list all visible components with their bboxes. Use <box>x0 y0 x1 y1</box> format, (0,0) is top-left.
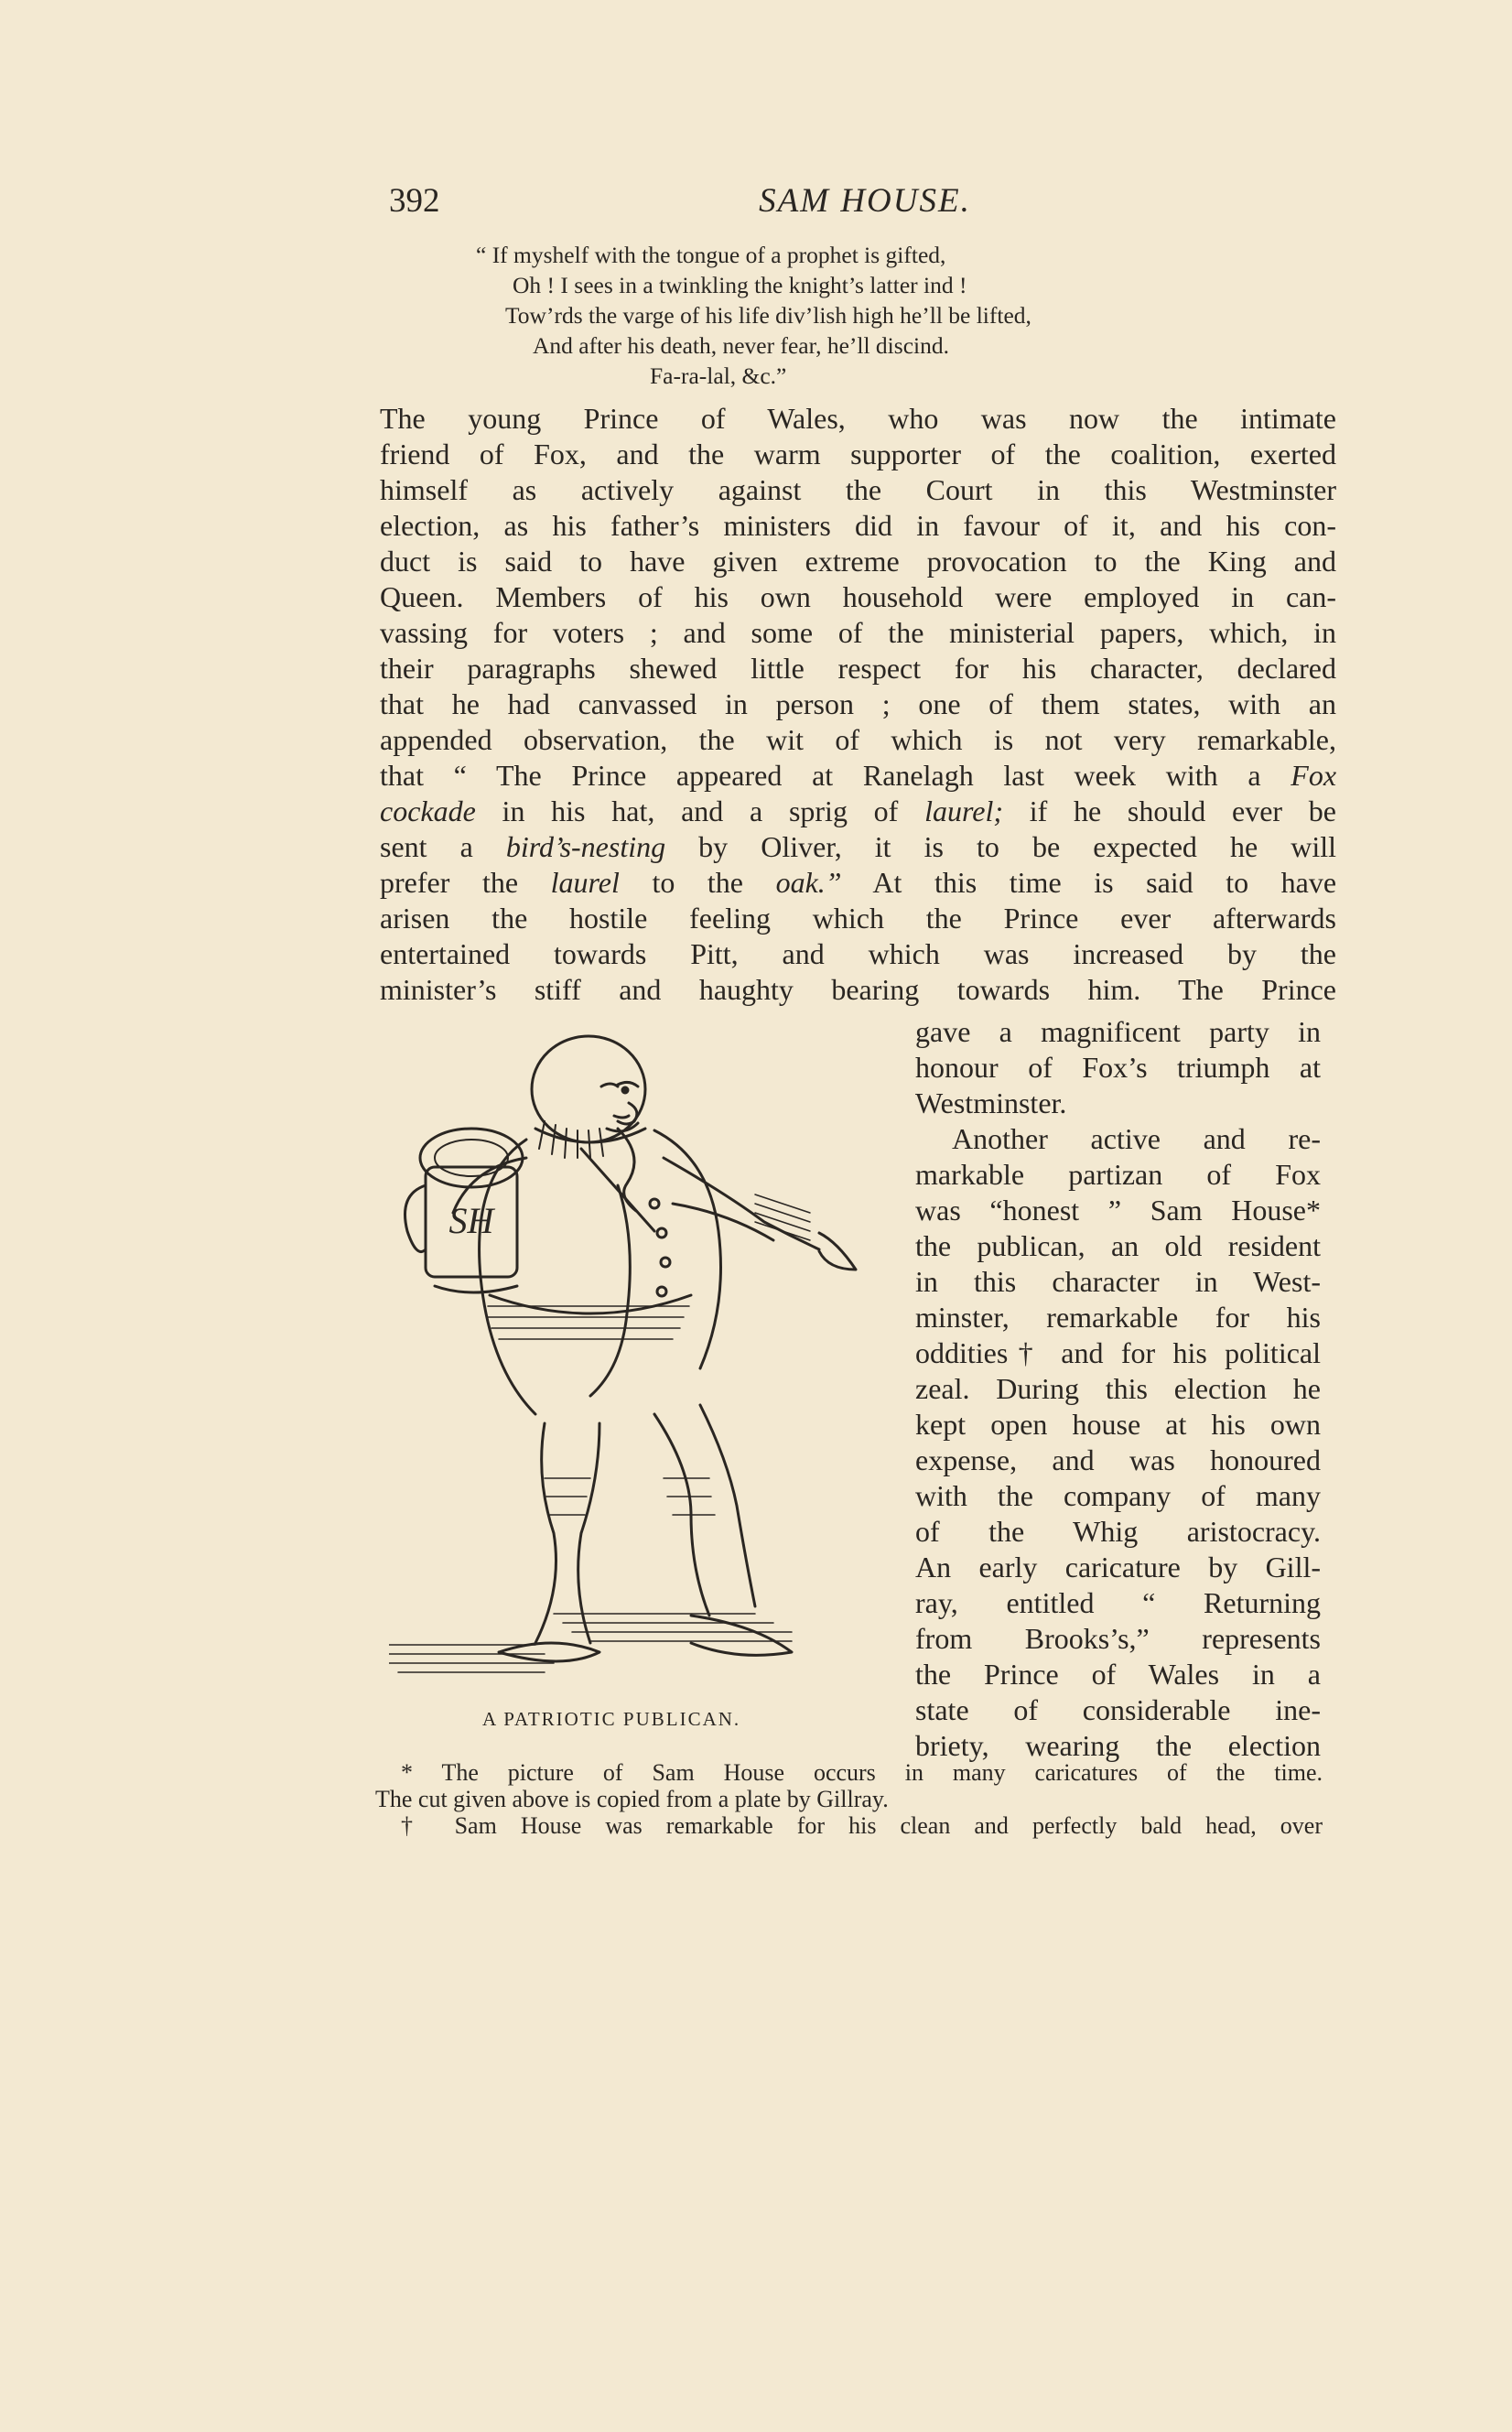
footnotes <box>375 1759 1323 1839</box>
side-line: with the company of many <box>915 1479 1321 1512</box>
body-line-text: if he should ever be <box>1029 794 1337 827</box>
running-header <box>389 181 1341 227</box>
side-line: of the Whig aristocracy. <box>915 1515 1321 1548</box>
side-line: minster, remarkable for his <box>915 1301 1321 1334</box>
side-line: honour of Fox’s triumph at <box>915 1051 1321 1084</box>
body-line-text: to the <box>652 866 744 899</box>
verse-stanza <box>476 240 1300 391</box>
body-paragraph <box>380 401 1336 1008</box>
side-line: the Prince of Wales in a <box>915 1658 1321 1691</box>
body-line <box>380 758 1336 794</box>
body-line: appended observation, the wit of which is not very remarkable, <box>380 723 1336 756</box>
body-line: himself as actively against the Court in this Westminster <box>380 473 1336 506</box>
body-line: arisen the hostile feeling which the Prince ever afterwards <box>380 902 1336 935</box>
verse-line: Fa-ra-lal, &c.” <box>650 362 787 389</box>
body-line <box>380 794 1336 829</box>
body-line-text: in his hat, and a sprig of <box>502 794 899 827</box>
side-line: in this character in West- <box>915 1265 1321 1298</box>
italic-word: laurel; <box>924 794 1003 827</box>
body-line: entertained towards Pitt, and which was increased by the <box>380 937 1336 970</box>
body-line <box>380 829 1336 865</box>
side-line: zeal. During this election he <box>915 1372 1321 1405</box>
body-line: duct is said to have given extreme provocation to the King and <box>380 545 1336 578</box>
italic-word: oak.” <box>775 866 842 899</box>
side-line: An early caricature by Gill- <box>915 1551 1321 1584</box>
body-line <box>380 865 1336 901</box>
side-line: ray, entitled “ Returning <box>915 1586 1321 1619</box>
side-line: expense, and was honoured <box>915 1443 1321 1476</box>
body-line: The young Prince of Wales, who was now the intimate <box>380 402 1336 435</box>
publican-engraving <box>389 1021 883 1698</box>
body-line: their paragraphs shewed little respect for his character, declared <box>380 652 1336 685</box>
mug-monogram: SH <box>448 1200 494 1241</box>
body-line-text: prefer the <box>380 866 519 899</box>
italic-word: laurel <box>550 866 620 899</box>
page-number: 392 <box>389 182 440 220</box>
side-line: state of considerable ine- <box>915 1693 1321 1726</box>
figure-caption: A PATRIOTIC PUBLICAN. <box>482 1708 741 1730</box>
body-line: friend of Fox, and the warm supporter of the coalition, exerted <box>380 438 1336 470</box>
verse-line: “ If myshelf with the tongue of a prophet is gifted, <box>476 242 946 268</box>
italic-word: bird’s-nesting <box>505 830 666 863</box>
side-line: gave a magnificent party in <box>915 1015 1321 1048</box>
verse-line: Tow’rds the varge of his life div’lish high he’ll be lifted, <box>505 302 1031 329</box>
side-line: briety, wearing the election <box>915 1729 1321 1762</box>
body-line: minister’s stiff and haughty bearing towards him. The Prince <box>380 973 1336 1006</box>
side-line: markable partizan of Fox <box>915 1158 1321 1191</box>
body-line: vassing for voters ; and some of the ministerial papers, which, in <box>380 616 1336 649</box>
italic-word: cockade <box>380 794 476 827</box>
body-line-text: At this time is said to have <box>872 866 1337 899</box>
body-line-text: by Oliver, it is to be expected he will <box>698 830 1337 863</box>
body-line: Queen. Members of his own household were employed in can- <box>380 580 1336 613</box>
side-line: was “honest ” Sam House* <box>915 1194 1321 1227</box>
side-line: the publican, an old resident <box>915 1229 1321 1262</box>
footnote-line: The cut given above is copied from a plate by Gillray. <box>375 1786 889 1812</box>
italic-word: Fox <box>1291 759 1337 792</box>
footnote-line: † Sam House was remarkable for his clean and perfectly bald head, over <box>401 1812 1323 1839</box>
verse-line: And after his death, never fear, he’ll discind. <box>533 332 949 359</box>
footnote-line: * The picture of Sam House occurs in many caricatures of the time. <box>401 1759 1323 1786</box>
side-line: kept open house at his own <box>915 1408 1321 1441</box>
body-line-text: that “ The Prince appeared at Ranelagh last week with a <box>380 759 1261 792</box>
body-line-text: sent a <box>380 830 473 863</box>
body-line: election, as his father’s ministers did in favour of it, and his con- <box>380 509 1336 542</box>
side-line: Another active and re- <box>952 1122 1321 1155</box>
running-title: SAM HOUSE. <box>759 182 971 220</box>
side-line: from Brooks’s,” represents <box>915 1622 1321 1655</box>
body-line: that he had canvassed in person ; one of them states, with an <box>380 687 1336 720</box>
side-line: oddities† and for his political <box>915 1336 1321 1369</box>
verse-line: Oh ! I sees in a twinkling the knight’s latter ind ! <box>513 272 967 298</box>
side-line: Westminster. <box>915 1086 1067 1119</box>
side-column-text <box>915 1014 1321 1764</box>
